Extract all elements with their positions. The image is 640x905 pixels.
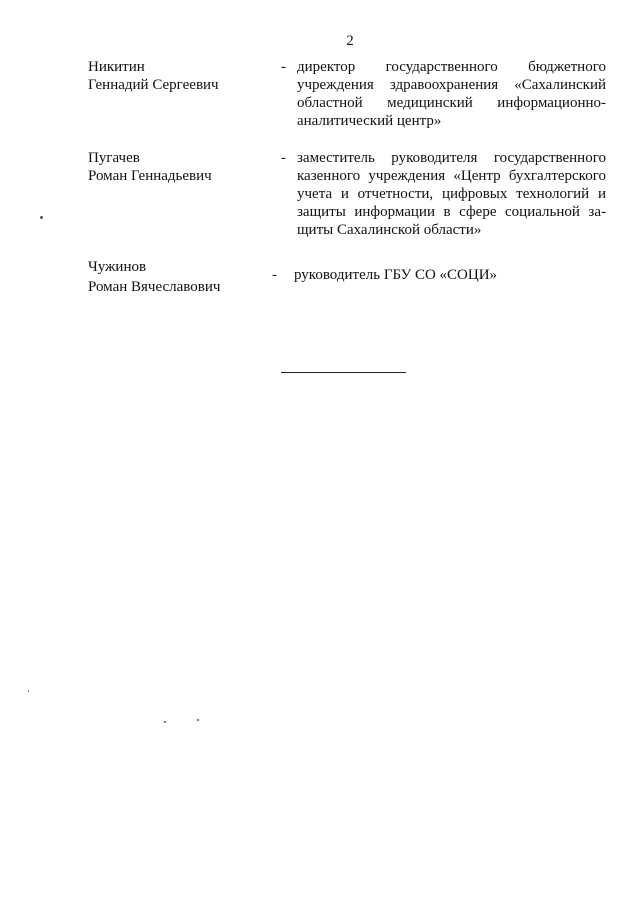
dash-separator: - bbox=[281, 150, 286, 166]
role-line: руководитель ГБУ СО «СОЦИ» bbox=[294, 267, 498, 283]
role-line: защиты информации в сфере социальной за- bbox=[297, 204, 606, 220]
given-names: Роман Геннадьевич bbox=[88, 168, 212, 184]
role-line: учреждения здравоохранения «Сахалинский bbox=[297, 77, 606, 93]
role-line: щиты Сахалинской области» bbox=[297, 222, 482, 238]
scan-speck bbox=[164, 721, 166, 723]
dash-separator: - bbox=[281, 59, 286, 75]
role-line: аналитический центр» bbox=[297, 113, 442, 129]
surname: Пугачев bbox=[88, 150, 140, 166]
role-line: директор государственного бюджетного bbox=[297, 59, 606, 75]
role-line: учета и отчетности, цифровых технологий и bbox=[297, 186, 606, 202]
role-line: заместитель руководителя государственного bbox=[297, 150, 606, 166]
role-line: казенного учреждения «Центр бухгалтерского bbox=[297, 168, 606, 184]
page-number: 2 bbox=[346, 33, 354, 49]
scan-speck bbox=[197, 719, 199, 721]
surname: Никитин bbox=[88, 59, 145, 75]
dash-separator: - bbox=[272, 267, 277, 283]
scan-speck bbox=[40, 216, 43, 219]
closing-rule bbox=[281, 372, 406, 373]
role-description bbox=[297, 58, 606, 130]
surname: Чужинов bbox=[88, 259, 147, 275]
person-name bbox=[88, 58, 268, 94]
role-line: областной медицинский информационно- bbox=[297, 95, 606, 111]
person-name bbox=[88, 149, 268, 185]
given-names: Роман Вячеславович bbox=[88, 279, 221, 295]
role-description bbox=[294, 266, 603, 284]
given-names: Геннадий Сергеевич bbox=[88, 77, 219, 93]
role-description bbox=[297, 149, 606, 239]
scan-speck bbox=[28, 690, 29, 692]
person-name bbox=[88, 258, 268, 296]
